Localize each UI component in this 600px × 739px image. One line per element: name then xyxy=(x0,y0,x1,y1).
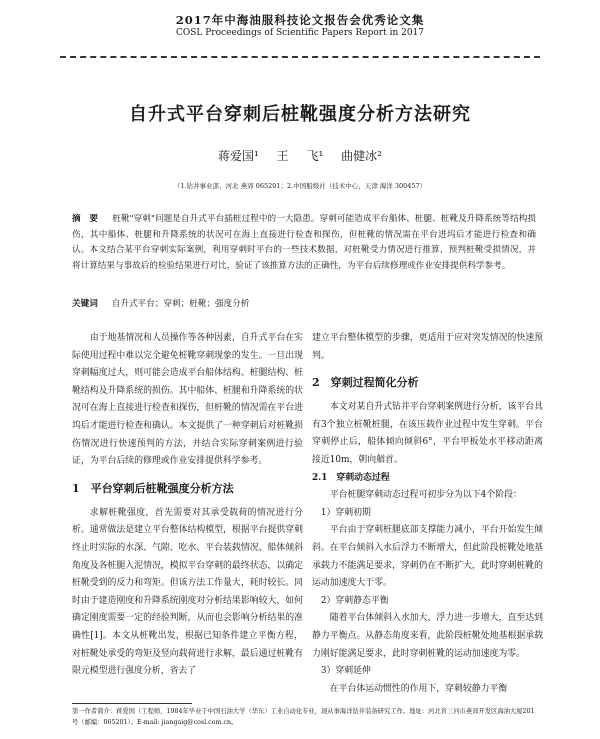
subsection-2-1-paragraph: 平台桩腿穿刺动态过程可初步分为以下4个阶段： xyxy=(329,490,522,501)
section-2-paragraph: 本文对某自升式钻井平台穿刺案例进行分析，该平台具有3个独立桩靴桩腿，在该压载作业过程中发生穿刺。平台穿刺停止后，船体倾向倾斜6°，平台甲板处水平移动距离接近10m，朝向艏首。 xyxy=(312,402,543,465)
item-3-text: 在平台体运动惯性的作用下，穿刺较静力平衡 xyxy=(329,683,508,694)
affiliations: （1.钻井事业部，河北 燕郊 065201；2.中国船级社（技术中心，天津 海洋 300457） xyxy=(173,182,427,190)
paper-title: 自升式平台穿刺后桩靴强度分析方法研究 xyxy=(129,104,471,125)
left-column xyxy=(72,330,303,681)
section-1-title: 1 平台穿刺后桩靴强度分析方法 xyxy=(72,481,234,495)
abstract-label: 摘 要 xyxy=(72,214,98,224)
subsection-2-1-title: 2.1 穿刺动态过程 xyxy=(312,472,390,483)
keywords xyxy=(72,297,536,309)
header-divider xyxy=(60,56,540,58)
footnote: 第一作者简介：蒋爱国（工程师，1984年毕业于中国石油大学（华东）工业自动化专业，现从事海洋钻井装备研究工作。地址：河北省三河市燕郊开发区海油大厦201号（邮编：065201）。E-mail: jiangaig@cosl.com.cn。 xyxy=(72,708,535,726)
keywords-label: 关键词 xyxy=(72,299,98,309)
right-column xyxy=(312,330,543,698)
keywords-text: 自升式平台；穿刺；桩靴；强度分析 xyxy=(111,299,250,309)
abstract xyxy=(72,212,536,274)
item-2-heading: 2）穿刺静态平衡 xyxy=(320,595,389,606)
item-1-text: 平台由于穿刺桩腿底部支撑能力减小，平台开始发生倾斜。在平台倾斜入水后浮力不断增大，但此阶段桩靴处地基承载力不能满足要求，穿刺仍在不断扩大，此时穿刺桩靴的运动加速度大于零。 xyxy=(312,525,543,589)
intro-paragraph: 由于地基情况和人员操作等各种因素，自升式平台在实际使用过程中难以完全避免桩靴穿刺现象的发生。一旦出现穿刺幅度过大，则可能会造成平台船体结构、桩腿结构、桩靴结构及升降系统的损伤。其中船体、桩腿和升降系统的状况可在海上直接进行检查和探伤，但桩靴的情况需在平台进坞后才能进行检查和确认。本文提供了一种穿刺后对桩靴损伤情况进行快速预判的方法，并结合实际穿刺案例进行验证，为平台后续的修理或作业安排提供科学参考。 xyxy=(72,333,303,467)
conference-title: 2017年中海油服科技论文报告会优秀论文集 xyxy=(175,13,425,27)
section-1-paragraph: 求解桩靴强度，首先需要对其承受载荷的情况进行分析。通常做法是建立平台整体结构模型，根据平台提供穿刺终止时实际的水深、气隙、吃水、平台装载情况、船体倾斜角度及各桩腿入泥情况，模拟平台穿刺的最终状态，以确定桩靴受到的反力和弯矩。但该方法工作量大，耗时较长。同时由于建造刚度和升降系统刚度对分析结果影响较大，如何确定刚度需要一定的经验判断，从而也会影响分析结果的准确性[1]。本文从桩靴出发，根据已知条件建立平衡方程，对桩靴处承受的弯矩及竖向载荷进行求解，最后通过桩靴有限元模型进行强度分析，省去了 xyxy=(72,507,303,677)
item-1-heading: 1）穿刺初期 xyxy=(320,507,371,518)
proceedings-title: COSL Proceedings of Scientific Papers Report in 2017 xyxy=(175,28,425,38)
item-2-text: 随着平台体倾斜入水加大，浮力进一步增大，直至达到静力平衡点。从静态角度来看，此阶段桩靴处地基根据承载力刚好能满足要求，此时穿刺桩靴的运动加速度为零。 xyxy=(312,613,543,659)
continued-paragraph: 建立平台整体模型的步骤，更适用于应对突发情况的快速预判。 xyxy=(312,333,543,361)
section-2-title: 2 穿刺过程简化分析 xyxy=(312,376,419,390)
item-3-heading: 3）穿刺延伸 xyxy=(320,666,371,677)
authors: 蒋爱国¹ 王 飞¹ 曲健冰² xyxy=(218,149,382,163)
abstract-text: 桩靴"穿刺"问题是自升式平台插桩过程中的一大隐患。穿刺可能造成平台船体、桩腿、桩靴及升降系统等结构损伤，其中船体、桩腿和升降系统的状况可在海上直接进行检查和探伤，但桩靴的情况需在平台进坞后才能进行检查和确认。本文结合某平台穿刺实际案例，利用穿刺时平台的一些技术数据，对桩靴受力情况进行推算，预判桩靴受损情况，并将计算结果与事故后的检验结果进行对比，验证了该推算方法的正确性，为平台后续修理或作业安排提供科学参考。 xyxy=(72,214,536,271)
footnote-divider xyxy=(72,703,192,704)
